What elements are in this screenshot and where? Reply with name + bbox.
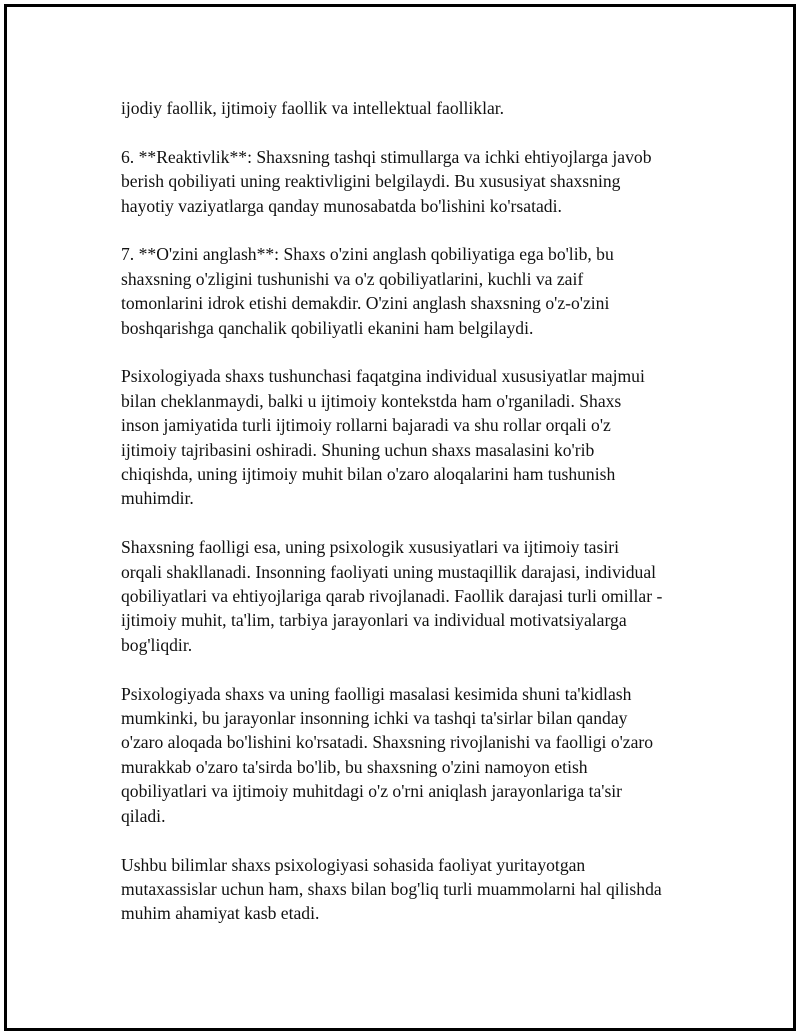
paragraph-2: 6. **Reaktivlik**: Shaxsning tashqi stimullarga va ichki ehtiyojlarga javob berish qobiliyati uning reaktivligini belgilaydi. Bu xususiyat shaxsning hayotiy vaziyatlarga qanday munosabatda bo'lishini ko'rsatadi. <box>121 146 652 216</box>
paragraph-6: Psixologiyada shaxs va uning faolligi masalasi kesimida shuni ta'kidlash mumkinki, bu jarayonlar insonning ichki va tashqi ta'sirlar bilan qanday o'zaro aloqada bo'lishini ko'rsatadi. Shaxsning rivojlanishi va faolligi o'zaro murakkab o'zaro ta'sirda bo'lib, bu shaxsning o'zini namoyon etish qobiliyatlari va ijtimoiy muhitdagi o'z o'rni aniqlash jarayonlariga ta'sir qiladi. <box>121 683 654 826</box>
paragraph-3: 7. **O'zini anglash**: Shaxs o'zini anglash qobiliyatiga ega bo'lib, bu shaxsning o'zligini tushunishi va o'z qobiliyatlarini, kuchli va zaif tomonlarini idrok etishi demakdir. O'zini anglash shaxsning o'z-o'zini boshqarishga qanchalik qobiliyatli ekanini ham belgilaydi. <box>121 244 614 338</box>
page-frame <box>4 4 796 1031</box>
document-body <box>121 96 701 950</box>
paragraph-5: Shaxsning faolligi esa, uning psixologik xususiyatlari va ijtimoiy tasiri orqali shakllanadi. Insonning faoliyati uning mustaqillik darajasi, individual qobiliyatlari va ehtiyojlariga qarab rivojlanadi. Faollik darajasi turli omillar - ijtimoiy muhit, ta'lim, tarbiya jarayonlari va individual motivatsiyalarga bog'liqdir. <box>121 537 663 655</box>
paragraph-7: Ushbu bilimlar shaxs psixologiyasi sohasida faoliyat yuritayotgan mutaxassislar uchun ham, shaxs bilan bog'liq turli muammolarni hal qilishda muhim ahamiyat kasb etadi. <box>121 854 662 924</box>
paragraph-1: ijodiy faollik, ijtimoiy faollik va intellektual faolliklar. <box>121 98 505 118</box>
paragraph-4: Psixologiyada shaxs tushunchasi faqatgina individual xususiyatlar majmui bilan cheklanmaydi, balki u ijtimoiy kontekstda ham o'rganiladi. Shaxs inson jamiyatida turli ijtimoiy rollarni bajaradi va shu rollar orqali o'z ijtimoiy tajribasini oshiradi. Shuning uchun shaxs masalasini ko'rib chiqishda, uning ijtimoiy muhit bilan o'zaro aloqalarini ham tushunish muhimdir. <box>121 366 645 509</box>
